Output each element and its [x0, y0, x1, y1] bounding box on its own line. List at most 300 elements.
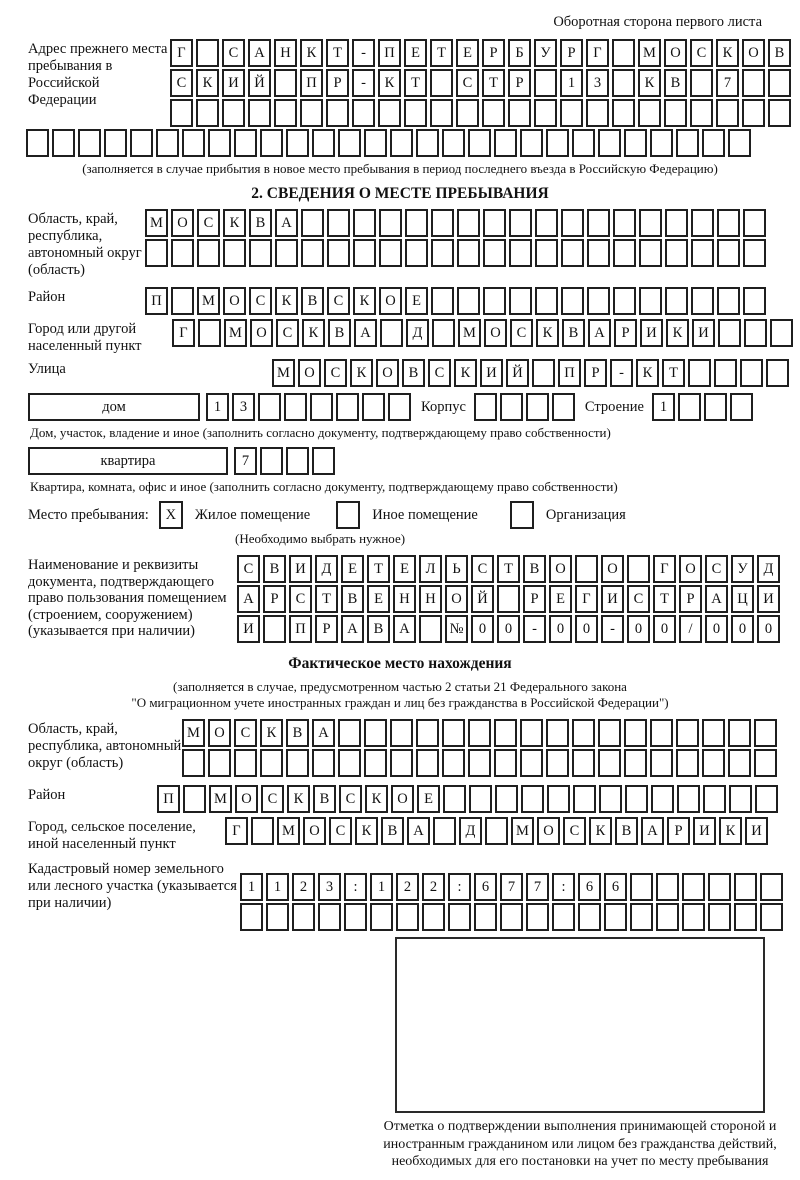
char-cell[interactable]: С — [471, 555, 494, 583]
char-cell[interactable]: О — [303, 817, 326, 845]
char-cell[interactable] — [312, 447, 335, 475]
char-cell[interactable] — [495, 785, 518, 813]
char-cell[interactable] — [552, 903, 575, 931]
char-cell[interactable]: К — [719, 817, 742, 845]
char-cell[interactable] — [704, 393, 727, 421]
char-cell[interactable] — [630, 903, 653, 931]
char-cell[interactable] — [275, 239, 298, 267]
char-cell[interactable] — [717, 239, 740, 267]
char-cell[interactable]: Б — [508, 39, 531, 67]
char-cell[interactable] — [656, 873, 679, 901]
char-cell[interactable] — [469, 785, 492, 813]
char-cell[interactable] — [274, 99, 297, 127]
char-cell[interactable]: Н — [419, 585, 442, 613]
char-cell[interactable] — [263, 615, 286, 643]
char-cell[interactable]: С — [234, 719, 257, 747]
char-cell[interactable]: Т — [315, 585, 338, 613]
char-cell[interactable]: К — [365, 785, 388, 813]
char-cell[interactable]: У — [731, 555, 754, 583]
char-cell[interactable]: С — [510, 319, 533, 347]
char-cell[interactable]: В — [313, 785, 336, 813]
char-cell[interactable]: О — [484, 319, 507, 347]
char-cell[interactable] — [730, 393, 753, 421]
char-cell[interactable]: Н — [274, 39, 297, 67]
char-cell[interactable] — [240, 903, 263, 931]
char-cell[interactable] — [740, 359, 763, 387]
char-cell[interactable]: С — [339, 785, 362, 813]
char-cell[interactable] — [416, 129, 439, 157]
char-cell[interactable] — [286, 447, 309, 475]
char-cell[interactable] — [300, 99, 323, 127]
char-cell[interactable]: Т — [326, 39, 349, 67]
char-cell[interactable]: И — [745, 817, 768, 845]
char-cell[interactable]: Г — [172, 319, 195, 347]
char-cell[interactable]: Г — [653, 555, 676, 583]
char-cell[interactable]: 0 — [575, 615, 598, 643]
char-cell[interactable] — [743, 239, 766, 267]
char-cell[interactable] — [678, 393, 701, 421]
char-cell[interactable] — [352, 99, 375, 127]
char-cell[interactable]: / — [679, 615, 702, 643]
char-cell[interactable] — [598, 749, 621, 777]
char-cell[interactable]: С — [627, 585, 650, 613]
char-cell[interactable] — [390, 129, 413, 157]
char-cell[interactable]: Л — [419, 555, 442, 583]
char-cell[interactable] — [301, 239, 324, 267]
char-cell[interactable]: К — [302, 319, 325, 347]
char-cell[interactable]: К — [666, 319, 689, 347]
char-cell[interactable]: 1 — [652, 393, 675, 421]
char-cell[interactable] — [546, 129, 569, 157]
char-cell[interactable] — [691, 287, 714, 315]
char-cell[interactable]: 7 — [716, 69, 739, 97]
char-cell[interactable] — [474, 393, 497, 421]
char-cell[interactable] — [572, 129, 595, 157]
char-cell[interactable]: С — [237, 555, 260, 583]
char-cell[interactable] — [676, 749, 699, 777]
char-cell[interactable] — [708, 903, 731, 931]
char-cell[interactable] — [691, 239, 714, 267]
char-cell[interactable] — [197, 239, 220, 267]
char-cell[interactable] — [457, 239, 480, 267]
char-cell[interactable] — [650, 129, 673, 157]
char-cell[interactable] — [457, 209, 480, 237]
char-cell[interactable] — [482, 99, 505, 127]
char-cell[interactable]: И — [693, 817, 716, 845]
char-cell[interactable] — [494, 719, 517, 747]
char-cell[interactable]: К — [355, 817, 378, 845]
char-cell[interactable]: А — [393, 615, 416, 643]
char-cell[interactable] — [587, 209, 610, 237]
char-cell[interactable]: Ь — [445, 555, 468, 583]
char-cell[interactable] — [353, 209, 376, 237]
char-cell[interactable]: К — [636, 359, 659, 387]
char-cell[interactable]: О — [537, 817, 560, 845]
char-cell[interactable] — [561, 287, 584, 315]
char-cell[interactable] — [130, 129, 153, 157]
char-cell[interactable] — [547, 785, 570, 813]
char-cell[interactable]: Р — [523, 585, 546, 613]
char-cell[interactable] — [442, 129, 465, 157]
char-cell[interactable]: К — [353, 287, 376, 315]
char-cell[interactable]: Й — [471, 585, 494, 613]
char-cell[interactable]: А — [354, 319, 377, 347]
char-cell[interactable] — [338, 129, 361, 157]
char-cell[interactable]: Г — [225, 817, 248, 845]
char-cell[interactable]: А — [641, 817, 664, 845]
char-cell[interactable]: Т — [653, 585, 676, 613]
char-cell[interactable] — [483, 209, 506, 237]
char-cell[interactable] — [258, 393, 281, 421]
char-cell[interactable]: С — [690, 39, 713, 67]
char-cell[interactable] — [494, 129, 517, 157]
char-cell[interactable] — [578, 903, 601, 931]
char-cell[interactable]: Й — [248, 69, 271, 97]
char-cell[interactable]: К — [716, 39, 739, 67]
char-cell[interactable] — [526, 393, 549, 421]
char-cell[interactable]: Е — [549, 585, 572, 613]
char-cell[interactable] — [432, 319, 455, 347]
char-cell[interactable]: П — [558, 359, 581, 387]
char-cell[interactable]: Р — [560, 39, 583, 67]
char-cell[interactable]: 6 — [578, 873, 601, 901]
char-cell[interactable]: 6 — [474, 873, 497, 901]
char-cell[interactable]: М — [277, 817, 300, 845]
char-cell[interactable] — [552, 393, 575, 421]
char-cell[interactable] — [598, 129, 621, 157]
char-cell[interactable] — [639, 287, 662, 315]
char-cell[interactable]: В — [301, 287, 324, 315]
char-cell[interactable]: Ц — [731, 585, 754, 613]
char-cell[interactable] — [561, 239, 584, 267]
char-cell[interactable]: В — [664, 69, 687, 97]
char-cell[interactable] — [431, 287, 454, 315]
char-cell[interactable] — [379, 209, 402, 237]
char-cell[interactable] — [183, 785, 206, 813]
char-cell[interactable] — [624, 129, 647, 157]
char-cell[interactable]: В — [263, 555, 286, 583]
char-cell[interactable] — [442, 749, 465, 777]
char-cell[interactable]: П — [157, 785, 180, 813]
char-cell[interactable] — [251, 817, 274, 845]
char-cell[interactable] — [625, 785, 648, 813]
char-cell[interactable] — [534, 99, 557, 127]
char-cell[interactable]: О — [235, 785, 258, 813]
char-cell[interactable] — [284, 393, 307, 421]
char-cell[interactable] — [405, 209, 428, 237]
char-cell[interactable]: 3 — [232, 393, 255, 421]
char-cell[interactable]: И — [237, 615, 260, 643]
checkbox-dwelling[interactable]: X — [159, 501, 183, 529]
char-cell[interactable] — [682, 903, 705, 931]
char-cell[interactable] — [336, 393, 359, 421]
char-cell[interactable]: - — [523, 615, 546, 643]
char-cell[interactable]: С — [563, 817, 586, 845]
char-cell[interactable] — [442, 719, 465, 747]
char-cell[interactable]: С — [197, 209, 220, 237]
char-cell[interactable]: : — [552, 873, 575, 901]
char-cell[interactable] — [170, 99, 193, 127]
char-cell[interactable] — [612, 39, 635, 67]
char-cell[interactable]: И — [640, 319, 663, 347]
char-cell[interactable] — [249, 239, 272, 267]
char-cell[interactable] — [292, 903, 315, 931]
char-cell[interactable] — [638, 99, 661, 127]
char-cell[interactable] — [702, 749, 725, 777]
char-cell[interactable] — [248, 99, 271, 127]
char-cell[interactable] — [650, 749, 673, 777]
char-cell[interactable]: 7 — [500, 873, 523, 901]
char-cell[interactable] — [650, 719, 673, 747]
char-cell[interactable]: К — [223, 209, 246, 237]
char-cell[interactable]: А — [248, 39, 271, 67]
char-cell[interactable]: К — [378, 69, 401, 97]
char-cell[interactable] — [338, 719, 361, 747]
char-cell[interactable]: С — [329, 817, 352, 845]
char-cell[interactable] — [468, 719, 491, 747]
char-cell[interactable] — [430, 99, 453, 127]
char-cell[interactable]: - — [352, 69, 375, 97]
char-cell[interactable]: В — [615, 817, 638, 845]
char-cell[interactable] — [624, 719, 647, 747]
char-cell[interactable]: Е — [405, 287, 428, 315]
char-cell[interactable] — [613, 287, 636, 315]
char-cell[interactable] — [416, 719, 439, 747]
char-cell[interactable] — [326, 99, 349, 127]
char-cell[interactable]: 0 — [471, 615, 494, 643]
char-cell[interactable] — [223, 239, 246, 267]
char-cell[interactable]: В — [367, 615, 390, 643]
char-cell[interactable]: М — [224, 319, 247, 347]
char-cell[interactable] — [456, 99, 479, 127]
char-cell[interactable]: Н — [393, 585, 416, 613]
char-cell[interactable] — [509, 239, 532, 267]
char-cell[interactable] — [520, 749, 543, 777]
char-cell[interactable]: Г — [170, 39, 193, 67]
char-cell[interactable] — [766, 359, 789, 387]
char-cell[interactable]: Р — [667, 817, 690, 845]
char-cell[interactable] — [380, 319, 403, 347]
char-cell[interactable]: И — [222, 69, 245, 97]
char-cell[interactable]: П — [145, 287, 168, 315]
char-cell[interactable]: Т — [482, 69, 505, 97]
char-cell[interactable] — [691, 209, 714, 237]
char-cell[interactable] — [52, 129, 75, 157]
char-cell[interactable] — [156, 129, 179, 157]
char-cell[interactable]: 3 — [586, 69, 609, 97]
char-cell[interactable]: 6 — [604, 873, 627, 901]
char-cell[interactable]: С — [289, 585, 312, 613]
char-cell[interactable] — [405, 239, 428, 267]
char-cell[interactable] — [573, 785, 596, 813]
char-cell[interactable]: Т — [497, 555, 520, 583]
char-cell[interactable] — [630, 873, 653, 901]
char-cell[interactable] — [760, 903, 783, 931]
char-cell[interactable]: К — [589, 817, 612, 845]
char-cell[interactable] — [494, 749, 517, 777]
char-cell[interactable] — [353, 239, 376, 267]
char-cell[interactable]: - — [610, 359, 633, 387]
char-cell[interactable] — [431, 239, 454, 267]
char-cell[interactable] — [665, 239, 688, 267]
char-cell[interactable] — [702, 719, 725, 747]
char-cell[interactable] — [770, 319, 793, 347]
char-cell[interactable] — [734, 903, 757, 931]
char-cell[interactable] — [327, 239, 350, 267]
char-cell[interactable]: С — [428, 359, 451, 387]
char-cell[interactable]: Е — [417, 785, 440, 813]
char-cell[interactable]: 0 — [705, 615, 728, 643]
char-cell[interactable]: Р — [614, 319, 637, 347]
char-cell[interactable]: Е — [341, 555, 364, 583]
char-cell[interactable] — [145, 239, 168, 267]
char-cell[interactable]: И — [757, 585, 780, 613]
char-cell[interactable] — [664, 99, 687, 127]
char-cell[interactable] — [422, 903, 445, 931]
char-cell[interactable]: А — [275, 209, 298, 237]
char-cell[interactable] — [665, 209, 688, 237]
char-cell[interactable] — [448, 903, 471, 931]
char-cell[interactable] — [327, 209, 350, 237]
char-cell[interactable]: 0 — [497, 615, 520, 643]
char-cell[interactable] — [688, 359, 711, 387]
char-cell[interactable] — [497, 585, 520, 613]
char-cell[interactable] — [598, 719, 621, 747]
char-cell[interactable]: 3 — [318, 873, 341, 901]
char-cell[interactable] — [26, 129, 49, 157]
char-cell[interactable] — [485, 817, 508, 845]
char-cell[interactable]: М — [638, 39, 661, 67]
char-cell[interactable]: С — [456, 69, 479, 97]
char-cell[interactable]: В — [381, 817, 404, 845]
char-cell[interactable] — [430, 69, 453, 97]
char-cell[interactable] — [587, 239, 610, 267]
char-cell[interactable] — [535, 209, 558, 237]
char-cell[interactable]: 7 — [234, 447, 257, 475]
char-cell[interactable]: К — [260, 719, 283, 747]
char-cell[interactable]: - — [601, 615, 624, 643]
char-cell[interactable]: О — [379, 287, 402, 315]
char-cell[interactable] — [171, 239, 194, 267]
char-cell[interactable]: К — [454, 359, 477, 387]
char-cell[interactable] — [404, 99, 427, 127]
char-cell[interactable] — [483, 287, 506, 315]
char-cell[interactable]: 0 — [549, 615, 572, 643]
char-cell[interactable]: 1 — [240, 873, 263, 901]
char-cell[interactable] — [388, 393, 411, 421]
char-cell[interactable]: П — [300, 69, 323, 97]
char-cell[interactable]: Д — [406, 319, 429, 347]
char-cell[interactable] — [702, 129, 725, 157]
char-cell[interactable] — [743, 209, 766, 237]
checkbox-organization[interactable] — [510, 501, 534, 529]
char-cell[interactable] — [612, 69, 635, 97]
char-cell[interactable] — [604, 903, 627, 931]
char-cell[interactable]: Г — [575, 585, 598, 613]
char-cell[interactable] — [728, 719, 751, 747]
char-cell[interactable] — [301, 209, 324, 237]
char-cell[interactable] — [520, 719, 543, 747]
char-cell[interactable]: № — [445, 615, 468, 643]
char-cell[interactable] — [708, 873, 731, 901]
char-cell[interactable]: Д — [757, 555, 780, 583]
char-cell[interactable] — [572, 719, 595, 747]
char-cell[interactable] — [572, 749, 595, 777]
char-cell[interactable]: - — [352, 39, 375, 67]
char-cell[interactable]: С — [249, 287, 272, 315]
char-cell[interactable]: И — [692, 319, 715, 347]
char-cell[interactable]: И — [601, 585, 624, 613]
char-cell[interactable]: О — [298, 359, 321, 387]
char-cell[interactable] — [260, 129, 283, 157]
char-cell[interactable] — [754, 749, 777, 777]
char-cell[interactable] — [532, 359, 555, 387]
char-cell[interactable]: М — [511, 817, 534, 845]
char-cell[interactable] — [535, 239, 558, 267]
char-cell[interactable]: 1 — [560, 69, 583, 97]
char-cell[interactable] — [742, 99, 765, 127]
char-cell[interactable]: К — [638, 69, 661, 97]
char-cell[interactable] — [500, 393, 523, 421]
char-cell[interactable] — [718, 319, 741, 347]
char-cell[interactable]: 0 — [653, 615, 676, 643]
char-cell[interactable]: В — [341, 585, 364, 613]
char-cell[interactable]: А — [341, 615, 364, 643]
char-cell[interactable] — [500, 903, 523, 931]
char-cell[interactable] — [716, 99, 739, 127]
char-cell[interactable] — [338, 749, 361, 777]
char-cell[interactable]: Е — [393, 555, 416, 583]
char-cell[interactable]: М — [145, 209, 168, 237]
char-cell[interactable] — [182, 749, 205, 777]
char-cell[interactable] — [419, 615, 442, 643]
char-cell[interactable] — [310, 393, 333, 421]
char-cell[interactable] — [754, 719, 777, 747]
char-cell[interactable]: 1 — [266, 873, 289, 901]
char-cell[interactable]: О — [742, 39, 765, 67]
char-cell[interactable] — [286, 749, 309, 777]
char-cell[interactable] — [760, 873, 783, 901]
char-cell[interactable]: О — [391, 785, 414, 813]
char-cell[interactable] — [457, 287, 480, 315]
char-cell[interactable] — [208, 749, 231, 777]
char-cell[interactable]: И — [480, 359, 503, 387]
char-cell[interactable] — [266, 903, 289, 931]
char-cell[interactable]: Р — [584, 359, 607, 387]
char-cell[interactable] — [362, 393, 385, 421]
char-cell[interactable] — [639, 209, 662, 237]
char-cell[interactable]: Е — [456, 39, 479, 67]
checkbox-other-premises[interactable] — [336, 501, 360, 529]
char-cell[interactable] — [468, 129, 491, 157]
char-cell[interactable] — [613, 239, 636, 267]
char-cell[interactable] — [728, 129, 751, 157]
char-cell[interactable] — [534, 69, 557, 97]
char-cell[interactable]: С — [222, 39, 245, 67]
char-cell[interactable] — [274, 69, 297, 97]
char-cell[interactable] — [234, 129, 257, 157]
char-cell[interactable]: Е — [404, 39, 427, 67]
char-cell[interactable]: Р — [315, 615, 338, 643]
char-cell[interactable] — [743, 287, 766, 315]
char-cell[interactable] — [378, 99, 401, 127]
char-cell[interactable]: Т — [662, 359, 685, 387]
char-cell[interactable] — [521, 785, 544, 813]
char-cell[interactable] — [198, 319, 221, 347]
char-cell[interactable]: 1 — [370, 873, 393, 901]
char-cell[interactable]: М — [458, 319, 481, 347]
char-cell[interactable]: А — [588, 319, 611, 347]
